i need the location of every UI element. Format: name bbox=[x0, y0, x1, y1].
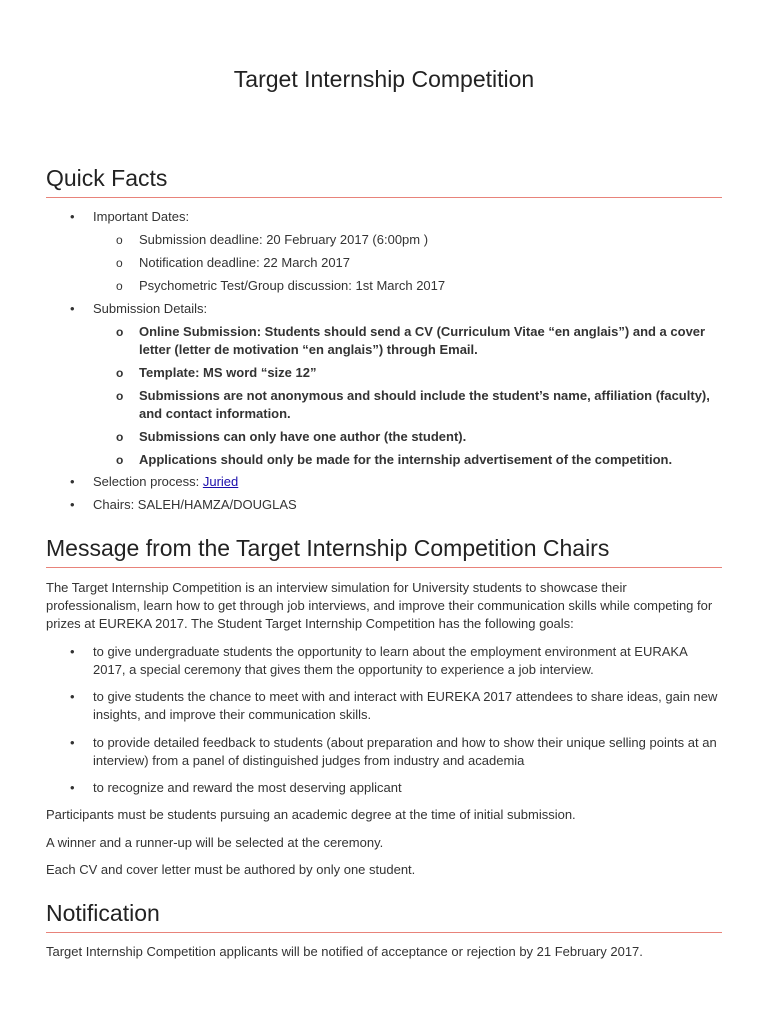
goal-item: to recognize and reward the most deserving applicant bbox=[93, 780, 402, 795]
bullet-circle-icon: o bbox=[116, 256, 123, 270]
date-item: Psychometric Test/Group discussion: 1st March 2017 bbox=[139, 278, 446, 293]
goal-item: to give students the chance to meet with and interact with EUREKA 2017 attendees to share ideas, gain new insights, and improve their communication skills. bbox=[93, 689, 718, 722]
authorship-paragraph: Each CV and cover letter must be authored by only one student. bbox=[46, 862, 416, 877]
bullet-disc-icon: • bbox=[70, 474, 75, 489]
submission-detail-item: Submissions are not anonymous and should include the student’s name, affiliation (faculty), and contact information. bbox=[139, 388, 710, 421]
chairs-item: Chairs: SALEH/HAMZA/DOUGLAS bbox=[93, 497, 297, 512]
bullet-circle-icon: o bbox=[116, 453, 124, 467]
bullet-circle-icon: o bbox=[116, 233, 123, 247]
bullet-circle-icon: o bbox=[116, 325, 124, 339]
selection-process bbox=[93, 473, 723, 491]
message-heading: Message from the Target Internship Competition Chairs bbox=[46, 533, 722, 568]
submission-detail-item: Template: MS word “size 12” bbox=[139, 365, 317, 380]
goal-item: to provide detailed feedback to students (about preparation and how to show their unique selling points at an interview) from a panel of distinguished judges from industry and academia bbox=[93, 735, 717, 768]
participants-paragraph: Participants must be students pursuing an academic degree at the time of initial submission. bbox=[46, 807, 576, 822]
bullet-disc-icon: • bbox=[70, 644, 75, 659]
date-item: Notification deadline: 22 March 2017 bbox=[139, 255, 351, 270]
bullet-disc-icon: • bbox=[70, 780, 75, 795]
bullet-circle-icon: o bbox=[116, 279, 123, 293]
document-title: Target Internship Competition bbox=[233, 66, 535, 92]
submission-details-label: Submission Details: bbox=[93, 301, 208, 316]
notification-text: Target Internship Competition applicants will be notified of acceptance or rejection by 21 February 2017. bbox=[46, 944, 643, 959]
message-intro: The Target Internship Competition is an interview simulation for University students to showcase their professionalism, learn how to get through job interviews, and improve their communication skills while competing for prizes at EUREKA 2017. The Student Target Internship Competition has the following goals: bbox=[46, 580, 713, 631]
bullet-disc-icon: • bbox=[70, 689, 75, 704]
selection-process-label: Selection process: bbox=[93, 474, 203, 489]
date-item: Submission deadline: 20 February 2017 (6:00pm ) bbox=[139, 232, 429, 247]
bullet-disc-icon: • bbox=[70, 301, 75, 316]
submission-detail-item: Online Submission: Students should send a CV (Curriculum Vitae “en anglais”) and a cover letter (letter de motivation “en anglais”) through Email. bbox=[139, 324, 706, 357]
winner-paragraph: A winner and a runner-up will be selected at the ceremony. bbox=[46, 835, 384, 850]
bullet-disc-icon: • bbox=[70, 735, 75, 750]
submission-detail-item: Submissions can only have one author (the student). bbox=[139, 429, 467, 444]
notification-heading: Notification bbox=[46, 898, 722, 933]
quick-facts-heading: Quick Facts bbox=[46, 163, 722, 198]
goal-item: to give undergraduate students the opportunity to learn about the employment environment at EURAKA 2017, a special ceremony that gives them the opportunity to experience a job interview. bbox=[93, 644, 688, 677]
bullet-disc-icon: • bbox=[70, 497, 75, 512]
bullet-circle-icon: o bbox=[116, 389, 124, 403]
bullet-circle-icon: o bbox=[116, 430, 124, 444]
bullet-disc-icon: • bbox=[70, 209, 75, 224]
submission-detail-item: Applications should only be made for the internship advertisement of the competition. bbox=[139, 452, 673, 467]
juried-link[interactable]: Juried bbox=[202, 474, 239, 489]
bullet-circle-icon: o bbox=[116, 366, 124, 380]
important-dates-label: Important Dates: bbox=[93, 209, 190, 224]
